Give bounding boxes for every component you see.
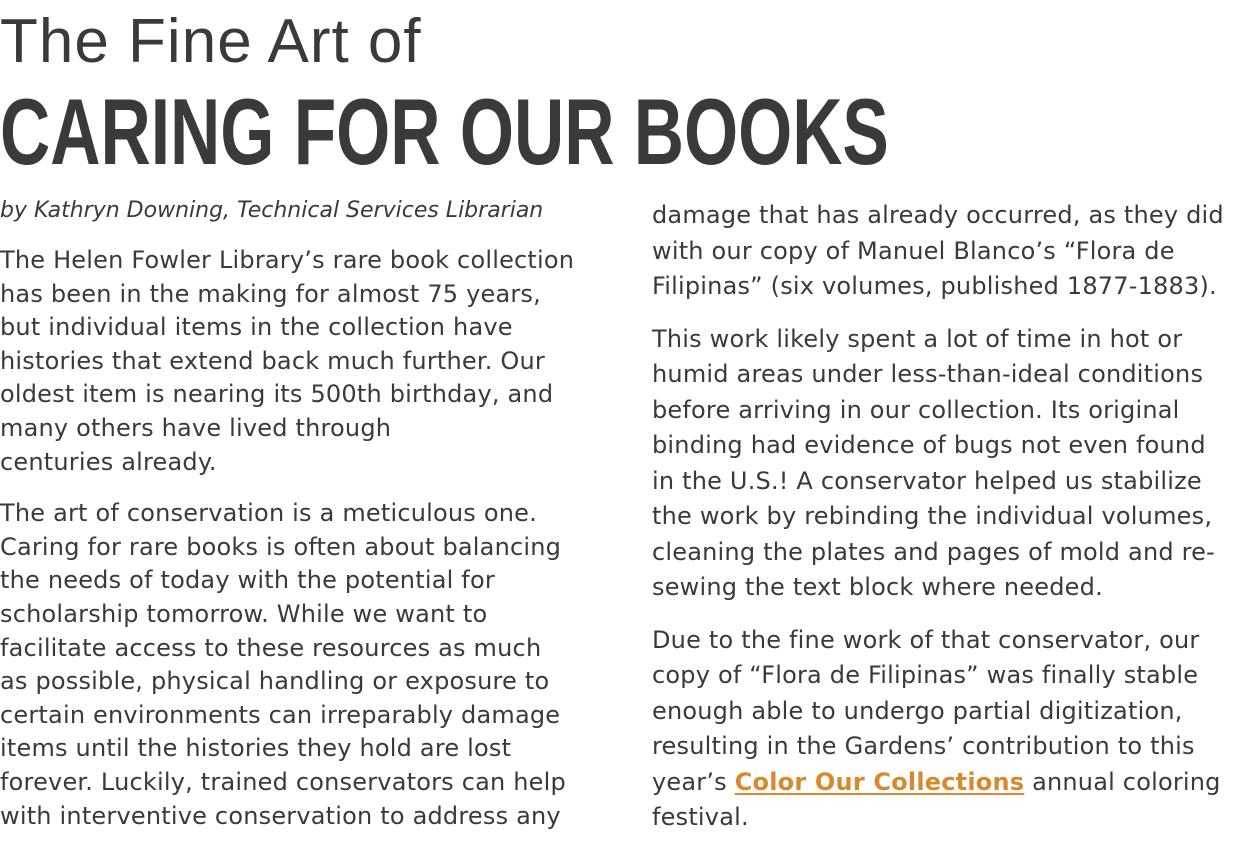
paragraph-digitization [652, 623, 1260, 836]
text-line: has been in the making for almost 75 years, [0, 279, 541, 308]
text-line: festival. [652, 803, 749, 831]
link-prefix-text: year’s [652, 767, 735, 796]
text-line: resulting in the Gardens’ contribution to this [652, 732, 1195, 760]
text-line: cleaning the plates and pages of mold and re- [652, 537, 1215, 566]
text-line: histories that extend back much further. Our [0, 346, 545, 375]
article-headline: CARING FOR OUR BOOKS [0, 79, 889, 184]
article-kicker: The Fine Art of [0, 7, 422, 76]
text-line: oldest item is nearing its 500th birthday, and [0, 380, 554, 409]
text-line: binding had evidence of bugs not even found [652, 431, 1206, 459]
text-line: facilitate access to these resources as much [0, 633, 542, 662]
text-line: many others have lived through [0, 413, 392, 442]
paragraph-collection-history [0, 244, 608, 479]
text-line: the work by rebinding the individual volumes, [652, 502, 1213, 530]
text-line: copy of “Flora de Filipinas” was finally stable [652, 661, 1199, 689]
right-column [652, 198, 1260, 853]
text-line: items until the histories they hold are lost [0, 734, 512, 763]
text-line: with our copy of Manuel Blanco’s “Flora de [652, 236, 1175, 265]
color-our-collections-link[interactable]: Color Our Collections [734, 767, 1025, 796]
text-line: Due to the fine work of that conservator, our [652, 625, 1200, 654]
text-line: enough able to undergo partial digitization, [652, 696, 1183, 725]
text-line: the needs of today with the potential for [0, 566, 495, 595]
text-line: The art of conservation is a meticulous one. [0, 499, 537, 528]
text-line: but individual items in the collection have [0, 313, 513, 342]
text-line: Caring for rare books is often about balancing [0, 532, 562, 561]
paragraph-conservator-work [652, 322, 1260, 606]
text-line: before arriving in our collection. Its original [652, 395, 1180, 424]
paragraph-art-of-conservation [0, 497, 608, 833]
text-line: scholarship tomorrow. While we want to [0, 599, 488, 628]
text-line: as possible, physical handling or exposure to [0, 667, 550, 696]
text-line: humid areas under less-than-ideal conditions [652, 360, 1204, 388]
text-line: This work likely spent a lot of time in hot or [652, 324, 1183, 353]
text-line: centuries already. [0, 447, 217, 476]
text-line: forever. Luckily, trained conservators can help [0, 767, 566, 796]
paragraph-flora-damage [652, 198, 1260, 305]
text-line-with-link [652, 765, 1260, 801]
text-line: in the U.S.! A conservator helped us stabilize [652, 466, 1202, 495]
text-line: sewing the text block where needed. [652, 573, 1103, 601]
text-line: damage that has already occurred, as they did [652, 201, 1224, 229]
text-line: certain environments can irreparably damage [0, 700, 561, 729]
text-line: Filipinas” (six volumes, published 1877-1883). [652, 272, 1217, 300]
link-suffix-text: annual coloring [1024, 767, 1221, 796]
byline: by Kathryn Downing, Technical Services Librarian [0, 198, 544, 223]
text-line: with interventive conservation to address any [0, 801, 561, 830]
text-line: The Helen Fowler Library’s rare book collection [0, 246, 575, 274]
left-column [0, 196, 608, 851]
